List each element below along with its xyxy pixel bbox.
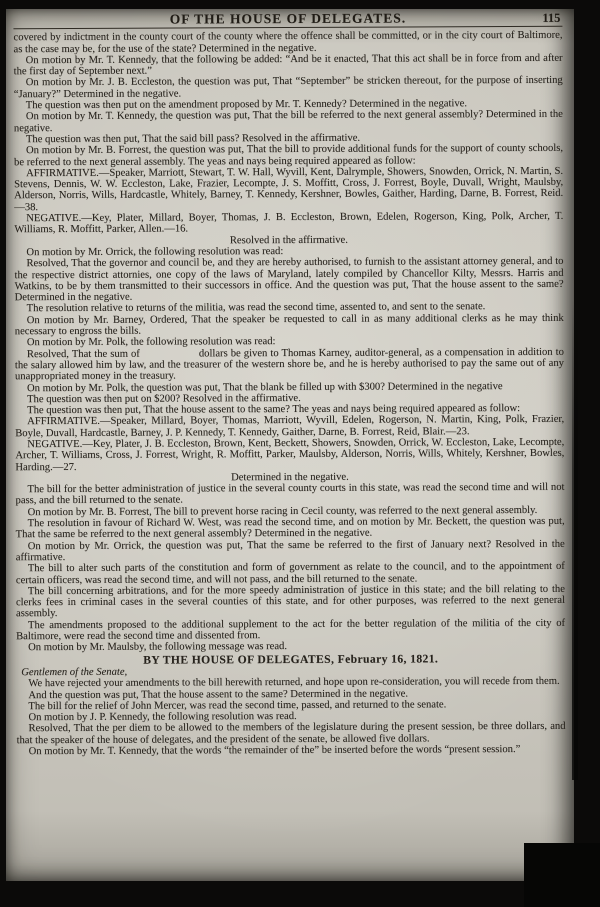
scan-artifact-streak [572,300,578,780]
paragraph: The question was then put on $200? Resolved in the affirmative. [27,392,301,405]
page-title: OF THE HOUSE OF DELEGATES. [169,10,407,27]
paragraph: On motion by Mr. B. Forrest, The bill to prevent horse racing in Cecil county, was referred to the next general assembly. [27,504,538,518]
document-page [6,9,574,881]
paragraph: The question was then put, That the house assent to the same? The yeas and nays being required appeared as follow: [27,403,521,417]
paragraph: Resolved, That the governor and council be, and they are hereby authorised, to furnish to the assistant attorney general, and to the respective district attornies, one copy of the laws of Maryland, lately compiled by Chancellor Kilty, Messrs. Harris and Watkins, to be by them transmitted to their successors in office. And the question was put, That the house assent to the same? Determined in the negative. [14,256,564,304]
paragraph: Resolved in the affirmative. [229,234,348,246]
paragraph: Determined in the negative. [231,471,349,484]
paragraph: On motion by J. P. Kennedy, the following resolution was read. [28,711,297,724]
page-number: 115 [542,10,561,25]
paragraph: AFFIRMATIVE.—Speaker, Millard, Boyer, Thomas, Marriott, Wyvill, Edelen, Rogerson, N. Martin, King, Polk, Frazier, Boyle, Duvall, Hardcastle, Barney, J. P. Kennedy, T. Kennedy, Gaither, Darne, B. Forrest, Reid, Blair.—23. [15,414,565,439]
paragraph: On motion by Mr. Orrick, the question was put, That the same be referred to the first of January next? Resolved in the affirmative. [15,538,565,564]
paragraph: And the question was put, That the house assent to the same? Determined in the negative. [28,688,408,701]
paragraph: AFFIRMATIVE.—Speaker, Marriott, Stewart, T. W. Hall, Wyvill, Kent, Dalrymple, Showers, Snowden, Orrick, N. Martin, S. Stevens, Dennis, W. W. Eccleston, Lake, Frazier, Lecompte, J. S. Moffitt, Cross, J. Forrest, Boyle, Duvall, Wright, Maulsby, Alderson, Norris, Wills, Hardcastle, Whitely, Barney, T. Kennedy, Kershner, Bowles, Gaither, Harding, Darne, B. Forrest, Reid.—38. [14,165,564,213]
paragraph: On motion by Mr. T. Kennedy, that the words “the remainder of the” be inserted before the words “present session.” [28,743,521,758]
paragraph: The bill for the relief of John Mercer, was read the second time, passed, and returned to the senate. [28,699,447,712]
page-content [13,11,565,758]
scan-artifact-blob [524,843,600,907]
header-rule [13,26,562,29]
paragraph: The bill to alter such parts of the constitution and form of government as relate to the council, and to the appointment of certain officers, was read the second time, and will not pass, and the bill returned to the senate. [15,561,565,586]
paragraph: covered by indictment in the county court of the county where the offence shall be committed, or in the city court of Baltimore, as the case may be, for the use of the state? Determined in the negative. [13,30,563,55]
paragraph: The question was then put, That the said bill pass? Resolved in the affirmative. [25,132,361,146]
paragraph: The bill concerning arbitrations, and for the more speedy administration of justice in this state; and the bill relating to the clerks fees in criminal cases in the several counties of this state, and for other purposes, was referred to the next general assembly. [15,583,565,620]
paragraph: The amendments proposed to the additional supplement to the act for the better regulation of the militia of the city of Baltimore, were read the second time and dissented from. [16,617,566,643]
paragraph: On motion by Mr. Polk, the following resolution was read: [26,336,276,349]
paragraph: On motion by Mr. Polk, the question was put, That the blank be filled up with $300? Determined in the negative [26,380,503,394]
paragraph: On motion by Mr. Maulsby, the following message was read. [28,641,287,654]
paragraph: NEGATIVE.—Key, Plater, Millard, Boyer, Thomas, J. B. Eccleston, Brown, Edelen, Rogerson, King, Polk, Archer, T. Williams, R. Moffitt, Parker, Allen.—16. [14,210,564,236]
paragraph: On motion by Mr. J. B. Eccleston, the question was put, That “September” be stricken thereout, for the purpose of inserting “January?” Determined in the negative. [13,75,563,100]
paragraph: On motion by Mr. B. Forrest, the question was put, That the bill to provide additional funds for the support of county schools, be referred to the next general assembly. The yeas and nays being required appeared as follow: [14,143,563,168]
paragraph: BY THE HOUSE OF DELEGATES, February 16, 1821. [143,651,439,667]
page-header [13,11,562,27]
paragraph: On motion by Mr. Barney, Ordered, That the speaker be requested to call in as many additional clerks as he may think necessary to engross the bills. [14,312,564,338]
page-body [13,30,565,757]
paragraph: On motion by Mr. T. Kennedy, that the following be added: “And be it enacted, That this act shall be in force from and after the first day of September next.” [13,52,563,78]
paragraph: The resolution relative to returns of the militia, was read the second time, assented to, and sent to the senate. [26,301,486,315]
paragraph: NEGATIVE.—Key, Plater, J. B. Eccleston, Brown, Kent, Beckett, Showers, Snowden, Orrick, W. Eccleston, Lake, Lecompte, Archer, T. Williams, Cross, J. Forrest, Wright, R. Moffitt, Parker, Maulsby, Alderson, Norris, Wills, Whitely, Kershner, Bowles, Harding.—27. [15,436,565,473]
paragraph: The bill for the better administration of justice in the several county courts in this state, was read the second time and will not pass, and the bill returned to the senate. [15,481,565,507]
paragraph: Resolved, That the per diem to be allowed to the members of the legislature during the present session, be three dollars, and that the speaker of the house of delegates, and the president of the senate, be allowed five dollars. [16,721,566,746]
paragraph: The question was then put on the amendment proposed by Mr. T. Kennedy? Determined in the negative. [25,98,468,112]
paragraph: Resolved, That the sum of dollars be given to Thomas Karney, auditor-general, as a compensation in addition to the salary allowed him by law, and the treasurer of the western shore be, and he is hereby authorised to pay the same out of any unappropriated money in the treasury. [14,346,564,383]
paragraph: Gentlemen of the Senate, [21,666,128,679]
paragraph: On motion by Mr. T. Kennedy, the question was put, That the bill be referred to the next general assembly? Determined in the negative. [13,109,563,134]
paragraph: On motion by Mr. Orrick, the following resolution was read: [26,245,284,259]
paragraph: We have rejected your amendments to the bill herewith returned, and hope upon re-consideration, you will recede from them. [28,676,560,690]
paragraph: The resolution in favour of Richard W. West, was read the second time, and on motion by Mr. Beckett, the question was put, That the same be referred to the next general assembly? Determined in the negative. [15,515,565,541]
